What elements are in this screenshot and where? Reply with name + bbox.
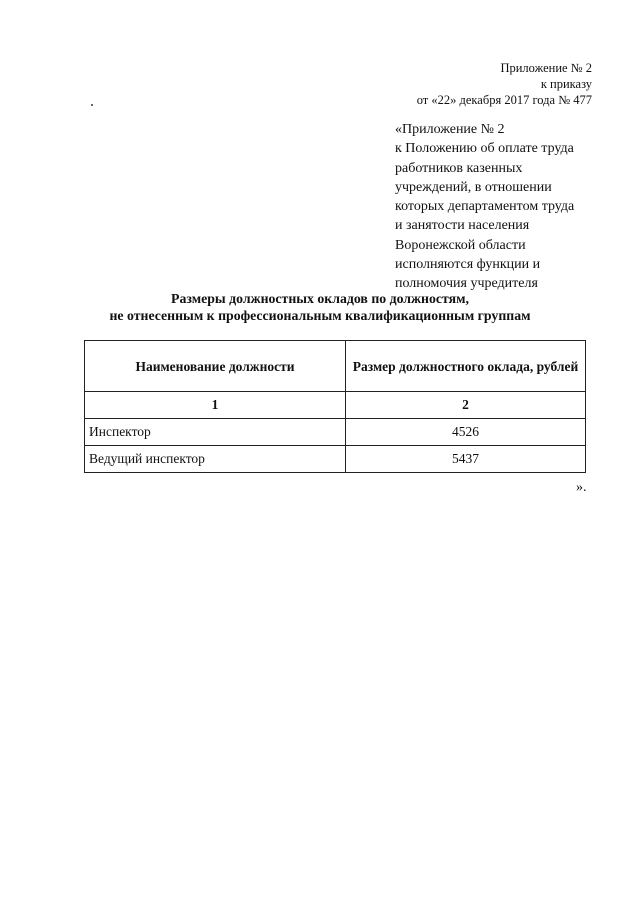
title-line-2: не отнесенным к профессиональным квалификационным группам bbox=[109, 307, 531, 323]
scan-speck bbox=[91, 104, 93, 106]
appendix-line: учреждений, в отношении bbox=[395, 179, 552, 195]
order-date-number: от «22» декабря 2017 года № 477 bbox=[416, 93, 592, 107]
header-position-name: Наименование должности bbox=[85, 341, 346, 392]
order-reference bbox=[417, 60, 592, 108]
appendix-line: «Приложение № 2 bbox=[395, 122, 505, 137]
column-number: 1 bbox=[85, 392, 346, 419]
appendix-line: к Положению об оплате труда bbox=[395, 141, 574, 157]
table-row bbox=[85, 419, 586, 446]
salary-value: 4526 bbox=[346, 419, 586, 446]
order-to-label: к приказу bbox=[540, 77, 592, 91]
document-title bbox=[0, 291, 640, 324]
appendix-line: полномочия учредителя bbox=[395, 276, 538, 292]
column-number-row bbox=[85, 392, 586, 419]
appendix-line: исполняются функции и bbox=[395, 257, 541, 273]
title-line-1: Размеры должностных окладов по должностям, bbox=[171, 291, 469, 306]
closing-quote: ». bbox=[576, 480, 587, 495]
appendix-reference bbox=[395, 120, 574, 294]
position-name: Инспектор bbox=[85, 419, 346, 446]
appendix-line: работников казенных bbox=[395, 160, 523, 176]
appendix-line: которых департаментом труда bbox=[395, 199, 575, 215]
salary-value: 5437 bbox=[346, 446, 586, 473]
table-header-row bbox=[85, 341, 586, 392]
header-salary-amount: Размер должностного оклада, рублей bbox=[346, 341, 586, 392]
appendix-line: и занятости населения bbox=[395, 218, 530, 234]
position-name: Ведущий инспектор bbox=[85, 446, 346, 473]
column-number: 2 bbox=[346, 392, 586, 419]
table-row bbox=[85, 446, 586, 473]
order-appendix-number: Приложение № 2 bbox=[500, 61, 592, 75]
appendix-line: Воронежской области bbox=[395, 237, 526, 253]
salary-table bbox=[84, 340, 586, 473]
